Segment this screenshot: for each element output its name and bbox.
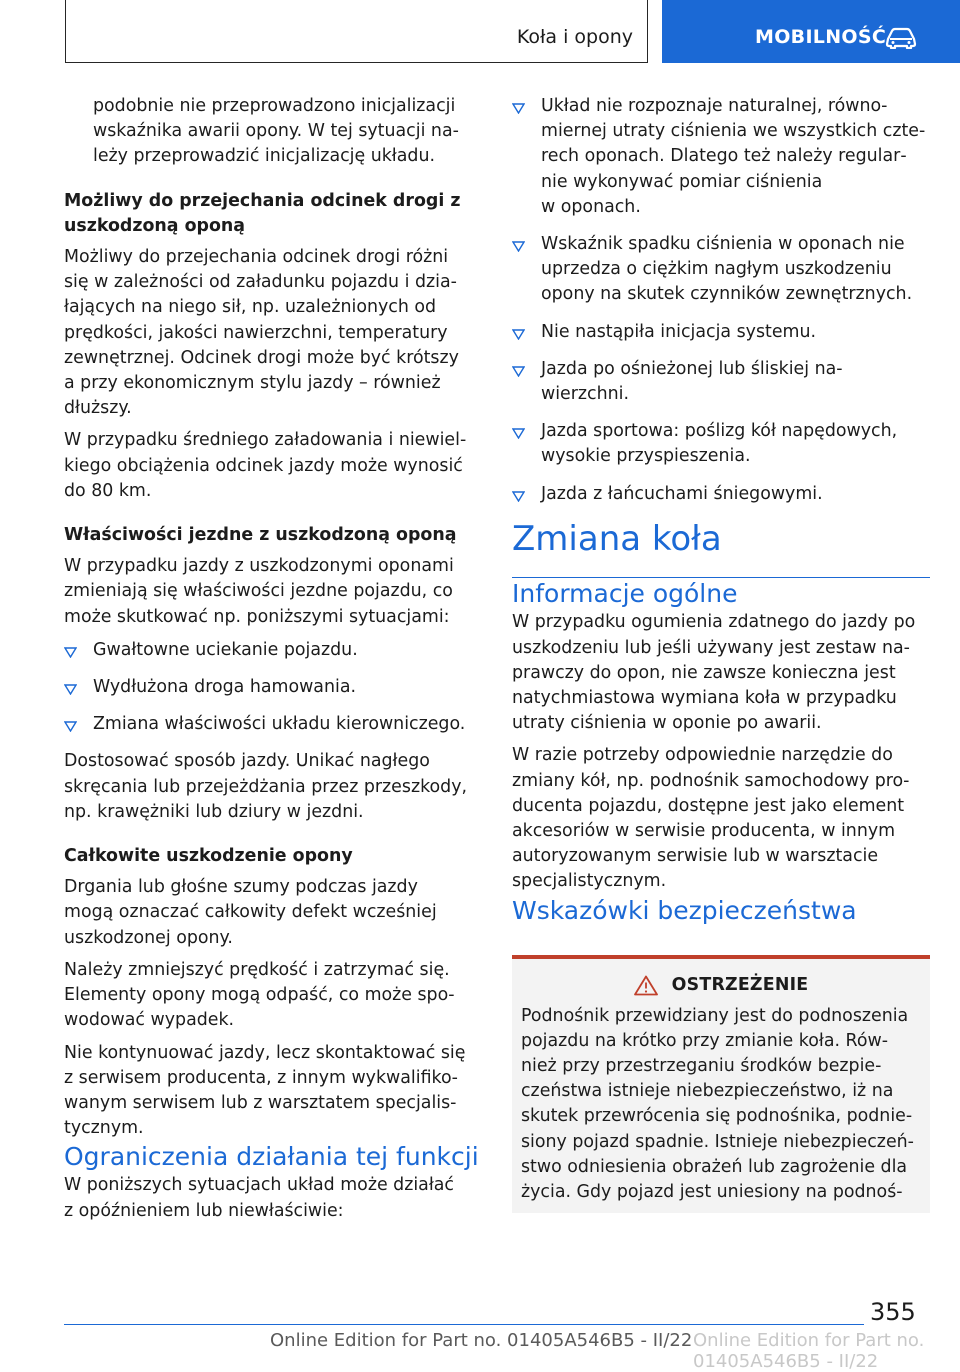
triangle-bullet-icon	[64, 721, 77, 732]
header-section-title: Koła i opony	[516, 26, 633, 48]
paragraph-distance-2: W przypadku średniego załadowania i niewiel‐ kiego obciążenia odcinek jazdy może wynosić do 80 km.	[64, 430, 467, 501]
heading-safety: Wskazówki bezpieczeństwa	[512, 895, 857, 925]
list-item: Jazda sportowa: poślizg kół napędowych, wysokie przyspieszenia.	[512, 419, 930, 469]
heading-wheel-change: Zmiana koła	[512, 518, 722, 559]
triangle-bullet-icon	[512, 241, 525, 252]
list-item: Gwałtowne uciekanie pojazdu.	[64, 638, 482, 663]
paragraph-failure-1: Drgania lub głośne szumy podczas jazdy mogą oznaczać całkowity defekt wcześniej uszkodzonej opony.	[64, 877, 437, 948]
footer-rule	[64, 1324, 864, 1325]
triangle-bullet-icon	[512, 366, 525, 377]
paragraph-limitations: W poniższych sytuacjach układ może działać z opóźnieniem lub niewłaściwie:	[64, 1175, 454, 1221]
intro-paragraph: podobnie nie przeprowadzono inicjalizacji wskaźnika awarii opony. W tej sytuacji na‐ leży przeprowadzić inicjalizację układu.	[93, 96, 459, 167]
paragraph-general-1: W przypadku ogumienia zdatnego do jazdy po uszkodzeniu lub jeśli używany jest zestaw na‐ prawczy do opon, nie zawsze konieczna jest natychmiastowa wymiana koła w przypadku utraty ciśnienia w oponie po awarii.	[512, 612, 916, 734]
triangle-bullet-icon	[64, 647, 77, 658]
list-item: Jazda po ośnieżonej lub śliskiej na‐ wierzchni.	[512, 357, 930, 407]
header-chapter-title: MOBILNOŚĆ	[755, 26, 887, 48]
warning-text: Podnośnik przewidziany jest do podnoszenia pojazdu na krótko przy zmianie koła. Rów‐ nież przy przestrzeganiu środków bezpie‐ czeństwa istnieje niebezpieczeństwo, iż na skutek przewrócenia się podnośnika, podnie‐ siony pojazd spadnie. Istnieje niebezpieczeń‐ stwo odniesienia obrażeń lub zagrożenie dla życia. Gdy pojazd jest uniesiony na podnoś‐	[521, 1005, 914, 1202]
triangle-bullet-icon	[512, 491, 525, 502]
warning-title: OSTRZEŻENIE	[671, 975, 809, 996]
warning-header	[521, 975, 921, 996]
triangle-bullet-icon	[512, 103, 525, 114]
footer-edition: Online Edition for Part no. 01405A546B5 - II/22	[270, 1330, 693, 1351]
paragraph-handling-2: Dostosować sposób jazdy. Unikać nagłego skręcania lub przejeżdżania przez przeszkody, np. krawężniki lub dziury w jezdni.	[64, 751, 468, 822]
left-column	[64, 94, 482, 1224]
list-item: Wydłużona droga hamowania.	[64, 675, 482, 700]
handling-list	[64, 638, 482, 738]
list-item: Wskaźnik spadku ciśnienia w oponach nie uprzedza o ciężkim nagłym uszkodzeniu opony na skutek czynników zewnętrznych.	[512, 232, 930, 308]
list-item: Zmiana właściwości układu kierowniczego.	[64, 712, 482, 737]
list-item: Układ nie rozpoznaje naturalnej, równo‐ miernej utraty ciśnienia we wszystkich czte‐ rech oponach. Dlatego też należy regular‐ nie wykonywać pomiar ciśnienia w oponach.	[512, 94, 930, 220]
subheading-handling: Właściwości jezdne z uszkodzoną oponą	[64, 525, 457, 546]
triangle-bullet-icon	[512, 428, 525, 439]
page-number: 355	[870, 1298, 916, 1326]
paragraph-handling-1: W przypadku jazdy z uszkodzonymi oponami zmieniają się właściwości jezdne pojazdu, co może skutkować np. poniższymi sytuacjami:	[64, 556, 454, 627]
header-section-box	[65, 0, 648, 63]
paragraph-general-2: W razie potrzeby odpowiednie narzędzie do zmiany kół, np. podnośnik samochodowy pro‐ ducenta pojazdu, dostępne jest jako element akcesoriów w serwisie producenta, w innym autoryzowanym serwisie lub w warsztacie specjalistycznym.	[512, 745, 910, 892]
warning-box	[512, 955, 930, 1214]
paragraph-failure-3: Nie kontynuować jazdy, lecz skontaktować się z serwisem producenta, z innym wykwalifiko‐ wanym serwisem lub z warsztatem specjalis‐ tycznym.	[64, 1042, 466, 1139]
limitations-list	[512, 94, 930, 507]
warning-triangle-icon	[634, 975, 658, 996]
header-chapter-tab	[662, 0, 960, 63]
heading-limitations: Ograniczenia działania tej funkcji	[64, 1142, 479, 1172]
subheading-distance: Możliwy do przejechania odcinek drogi z uszkodzoną oponą	[64, 190, 461, 236]
subheading-total-failure: Całkowite uszkodzenie opony	[64, 846, 353, 867]
triangle-bullet-icon	[512, 329, 525, 340]
list-item: Nie nastąpiła inicjacja systemu.	[512, 320, 930, 345]
heading-general-info: Informacje ogólne	[512, 579, 738, 609]
right-column	[512, 94, 930, 1213]
car-icon	[884, 27, 918, 49]
paragraph-distance-1: Możliwy do przejechania odcinek drogi różni się w zależności od załadunku pojazdu i dzia‐ łających na niego sił, np. uzależnionych od prędkości, jakości nawierzchni, temperatury zewnętrznej. Odcinek drogi może być krótszy a przy ekonomicznym stylu jazdy – również dłuższy.	[64, 247, 459, 419]
triangle-bullet-icon	[64, 684, 77, 695]
list-item: Jazda z łańcuchami śniegowymi.	[512, 482, 930, 507]
watermark: Online Edition for Part no. 01405A546B5 - II/22	[693, 1330, 925, 1372]
paragraph-failure-2: Należy zmniejszyć prędkość i zatrzymać się. Elementy opony mogą odpaść, co może spo‐ wodować wypadek.	[64, 959, 455, 1031]
